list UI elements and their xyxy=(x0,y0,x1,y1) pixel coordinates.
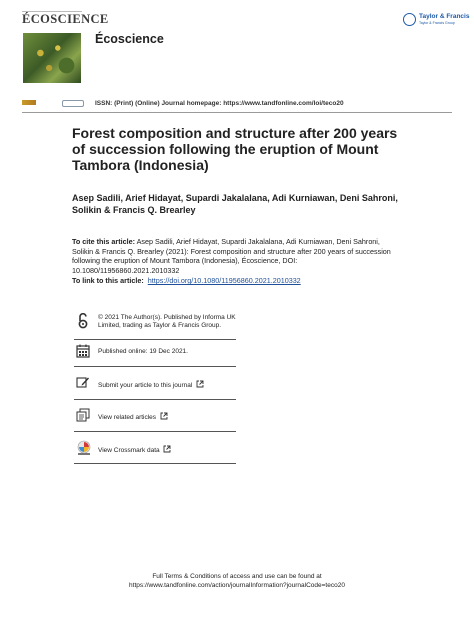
submit-article-link[interactable] xyxy=(98,380,204,390)
view-related-articles-link[interactable] xyxy=(98,412,168,422)
open-access-icon xyxy=(76,313,90,327)
row-divider xyxy=(74,463,236,464)
publisher-name: Taylor & Francis xyxy=(419,13,470,20)
row-divider xyxy=(74,399,236,400)
citation-text: Asep Sadili, Arief Hidayat, Supardi Jakalalana, Adi Kurniawan, Deni Sahroni, Solikin & Francis Q. Brearley (2021): Forest composition and structure after 200 years of succession following the eruption of Mount Tambora (Indonesia), Écoscience, DOI: 10.1080/11956860.2021.2010332 xyxy=(72,237,391,275)
terms-footer-url[interactable]: https://www.tandfonline.com/action/journalInformation?journalCode=teco20 xyxy=(129,581,345,589)
external-link-icon xyxy=(196,380,204,388)
row-divider xyxy=(74,366,236,367)
copyright-notice: © 2021 The Author(s). Published by Informa UK Limited, trading as Taylor & Francis Group. xyxy=(98,314,236,329)
publisher-tagline: Taylor & Francis Group xyxy=(419,21,455,25)
citation-block xyxy=(72,237,392,275)
doi-link[interactable]: https://doi.org/10.1080/11956860.2021.2010332 xyxy=(147,276,301,285)
citation-label: To cite this article: xyxy=(72,237,135,246)
published-online-date: Published online: 19 Dec 2021. xyxy=(98,348,188,355)
header-divider xyxy=(22,112,452,113)
calendar-icon xyxy=(76,344,90,358)
publisher-small-logo-icon xyxy=(22,100,36,105)
edit-icon[interactable] xyxy=(76,375,90,389)
crossmark-icon[interactable] xyxy=(76,440,92,456)
external-link-icon xyxy=(160,412,168,420)
journal-name[interactable]: Écoscience xyxy=(95,32,164,46)
article-title: Forest composition and structure after 200 years of succession following the eruption of Mount Tambora (Indonesia) xyxy=(72,125,398,173)
submit-article-label[interactable]: Submit your article to this journal xyxy=(98,382,193,389)
row-divider xyxy=(74,339,236,340)
related-articles-icon[interactable] xyxy=(76,408,90,422)
related-articles-label[interactable]: View related articles xyxy=(98,414,157,421)
issn-homepage-line[interactable]: ISSN: (Print) (Online) Journal homepage: https://www.tandfonline.com/loi/teco20 xyxy=(95,100,344,107)
journal-cover-image xyxy=(23,33,81,83)
crossmark-label[interactable]: View Crossmark data xyxy=(98,447,160,454)
journal-logo-rule xyxy=(22,11,82,14)
taylor-francis-logo-icon xyxy=(403,13,416,26)
terms-footer-line: Full Terms & Conditions of access and use can be found at xyxy=(152,573,322,580)
crossmark-link[interactable] xyxy=(98,445,171,455)
external-link-icon xyxy=(163,445,171,453)
article-authors: Asep Sadili, Arief Hidayat, Supardi Jakalalana, Adi Kurniawan, Deni Sahroni, Solikin & Francis Q. Brearley xyxy=(72,193,398,215)
journal-logo-text: ÉCOSCIENCE xyxy=(22,12,109,26)
terms-footer xyxy=(0,573,474,590)
society-small-logo-icon xyxy=(62,100,84,107)
doi-link-block xyxy=(72,276,412,285)
row-divider xyxy=(74,431,236,432)
doi-link-label: To link to this article: xyxy=(72,276,144,285)
